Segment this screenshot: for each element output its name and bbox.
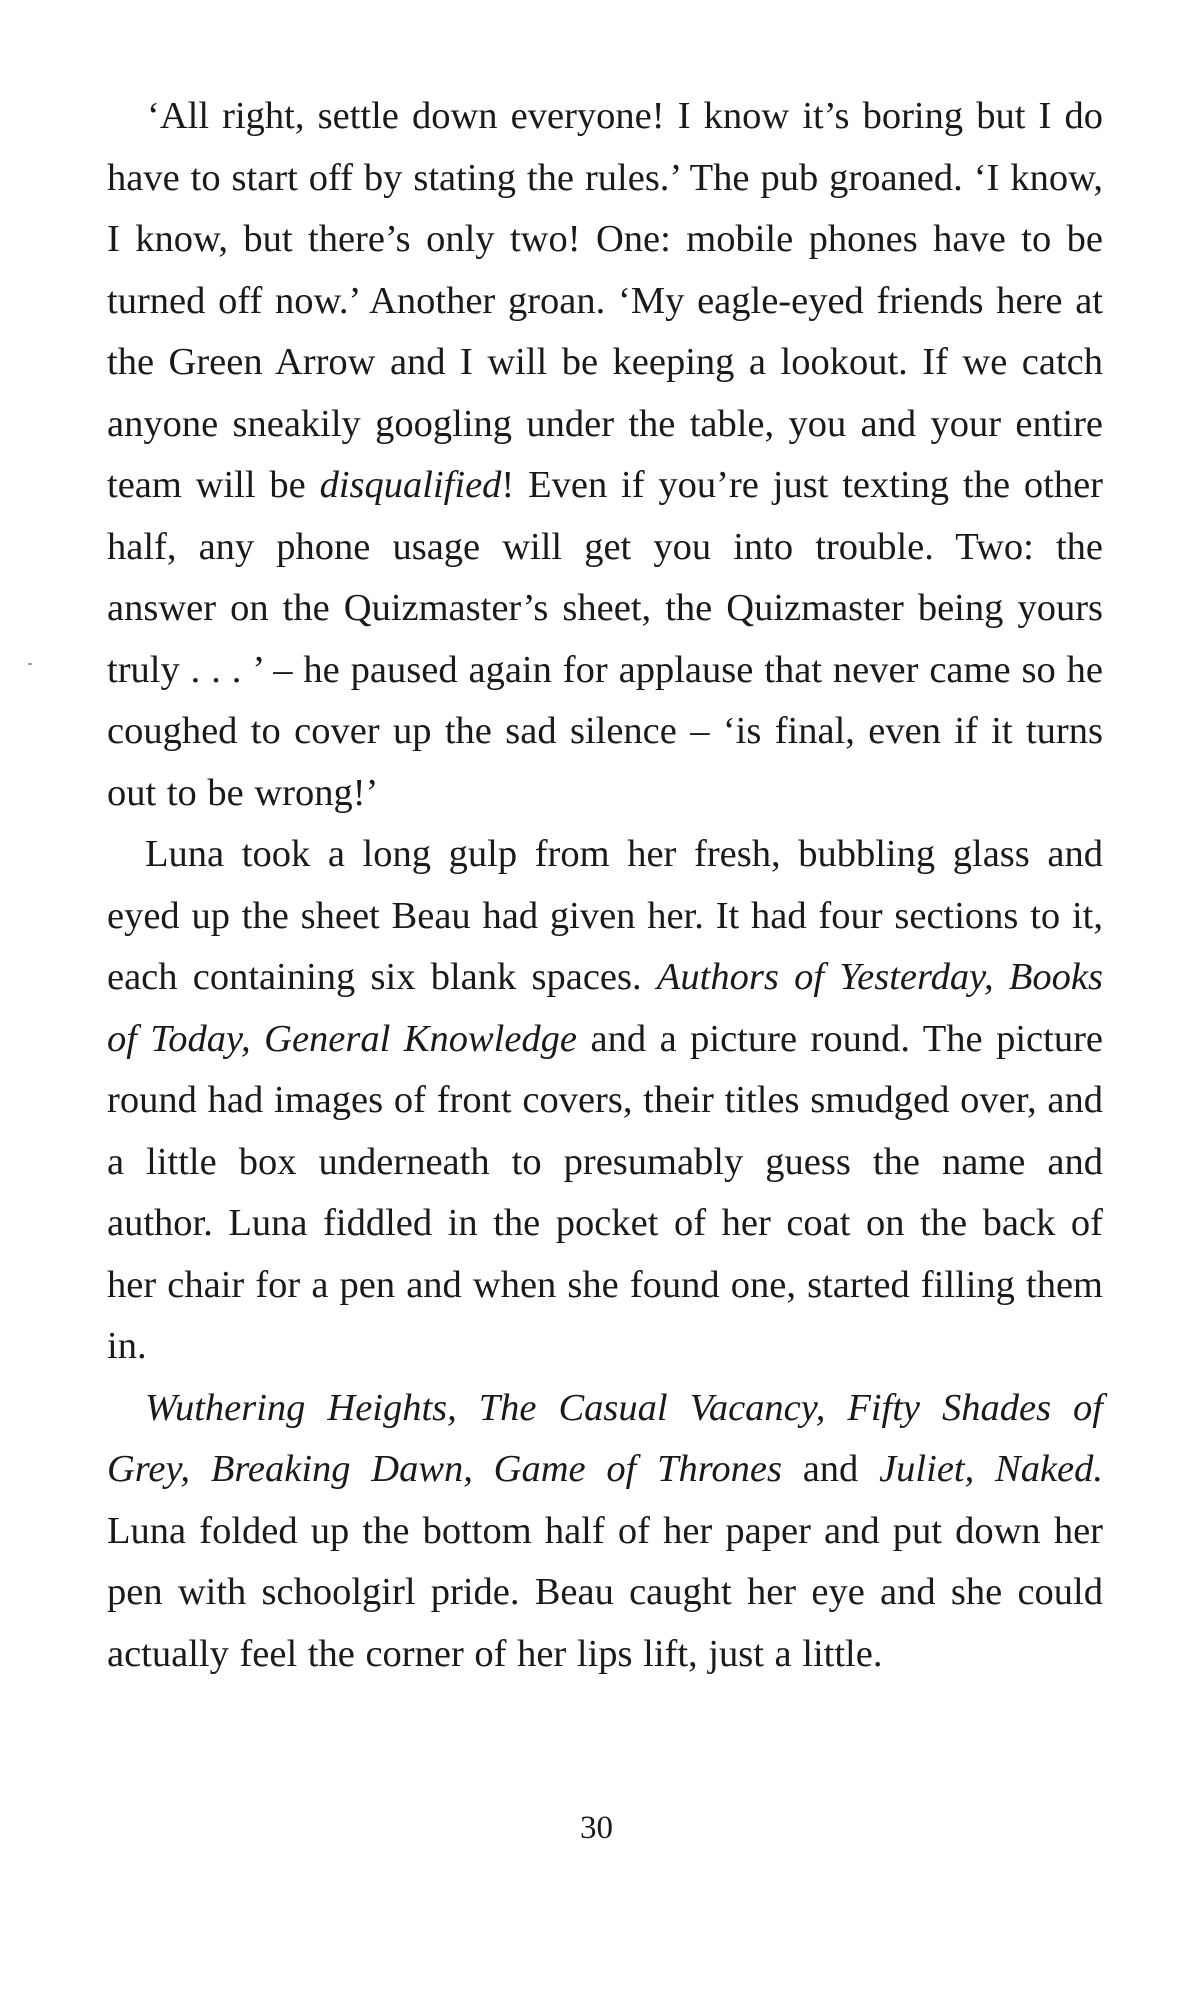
italic-span: Wuthering Heights, The Casual Vacancy, Fifty Shades of Grey, Breaking Dawn, Game of Thrones: [107, 1386, 1103, 1490]
page-number: 30: [580, 1810, 613, 1846]
italic-span: Authors of Yesterday, Books of Today, General Knowledge: [107, 956, 1103, 1060]
paragraph-book-answers: [107, 1378, 1103, 1686]
text-span: ‘All right, settle down everyone! I know it’s boring but I do have to start off by stating the rules.’ The pub groaned. ‘I know, I know, but there’s only two! One: mobile phones have to be turned off now.’ Another groan. ‘My eagle-eyed friends here at the Green Arrow and I will be keeping a lookout. If we catch anyone sneakily googling under the table, you and your entire team will be: [107, 95, 1103, 506]
text-span: and: [781, 1448, 880, 1490]
text-span: Luna took a long gulp from her fresh, bubbling glass and eyed up the sheet Beau had given her. It had four sections to it, each containing six blank spaces.: [107, 833, 1103, 998]
text-span: ! Even if you’re just texting the other half, any phone usage will get you into trouble. Two: the answer on the Quizmaster’s sheet, the Quizmaster being yours truly . . . ’ – he paused again for applause that never came so he coughed to cover up the sad silence – ‘is final, even if it turns out to be wrong!’: [107, 464, 1103, 814]
body-text: [107, 86, 1103, 1685]
paragraph-quiz-rules: [107, 86, 1103, 824]
margin-speck: [28, 663, 32, 665]
paragraph-quiz-sheet: [107, 824, 1103, 1378]
text-span: and a picture round. The picture round had images of front covers, their titles smudged over, and a little box underneath to presumably guess the name and author. Luna fiddled in the pocket of her coat on the back of her chair for a pen and when she found one, started filling them in.: [107, 1017, 1103, 1367]
italic-span: Juliet, Naked.: [879, 1448, 1103, 1490]
text-span: Luna folded up the bottom half of her paper and put down her pen with schoolgirl pride. Beau caught her eye and she could actually feel the corner of her lips lift, just a little.: [107, 1509, 1103, 1675]
italic-span: disqualified: [319, 464, 502, 506]
